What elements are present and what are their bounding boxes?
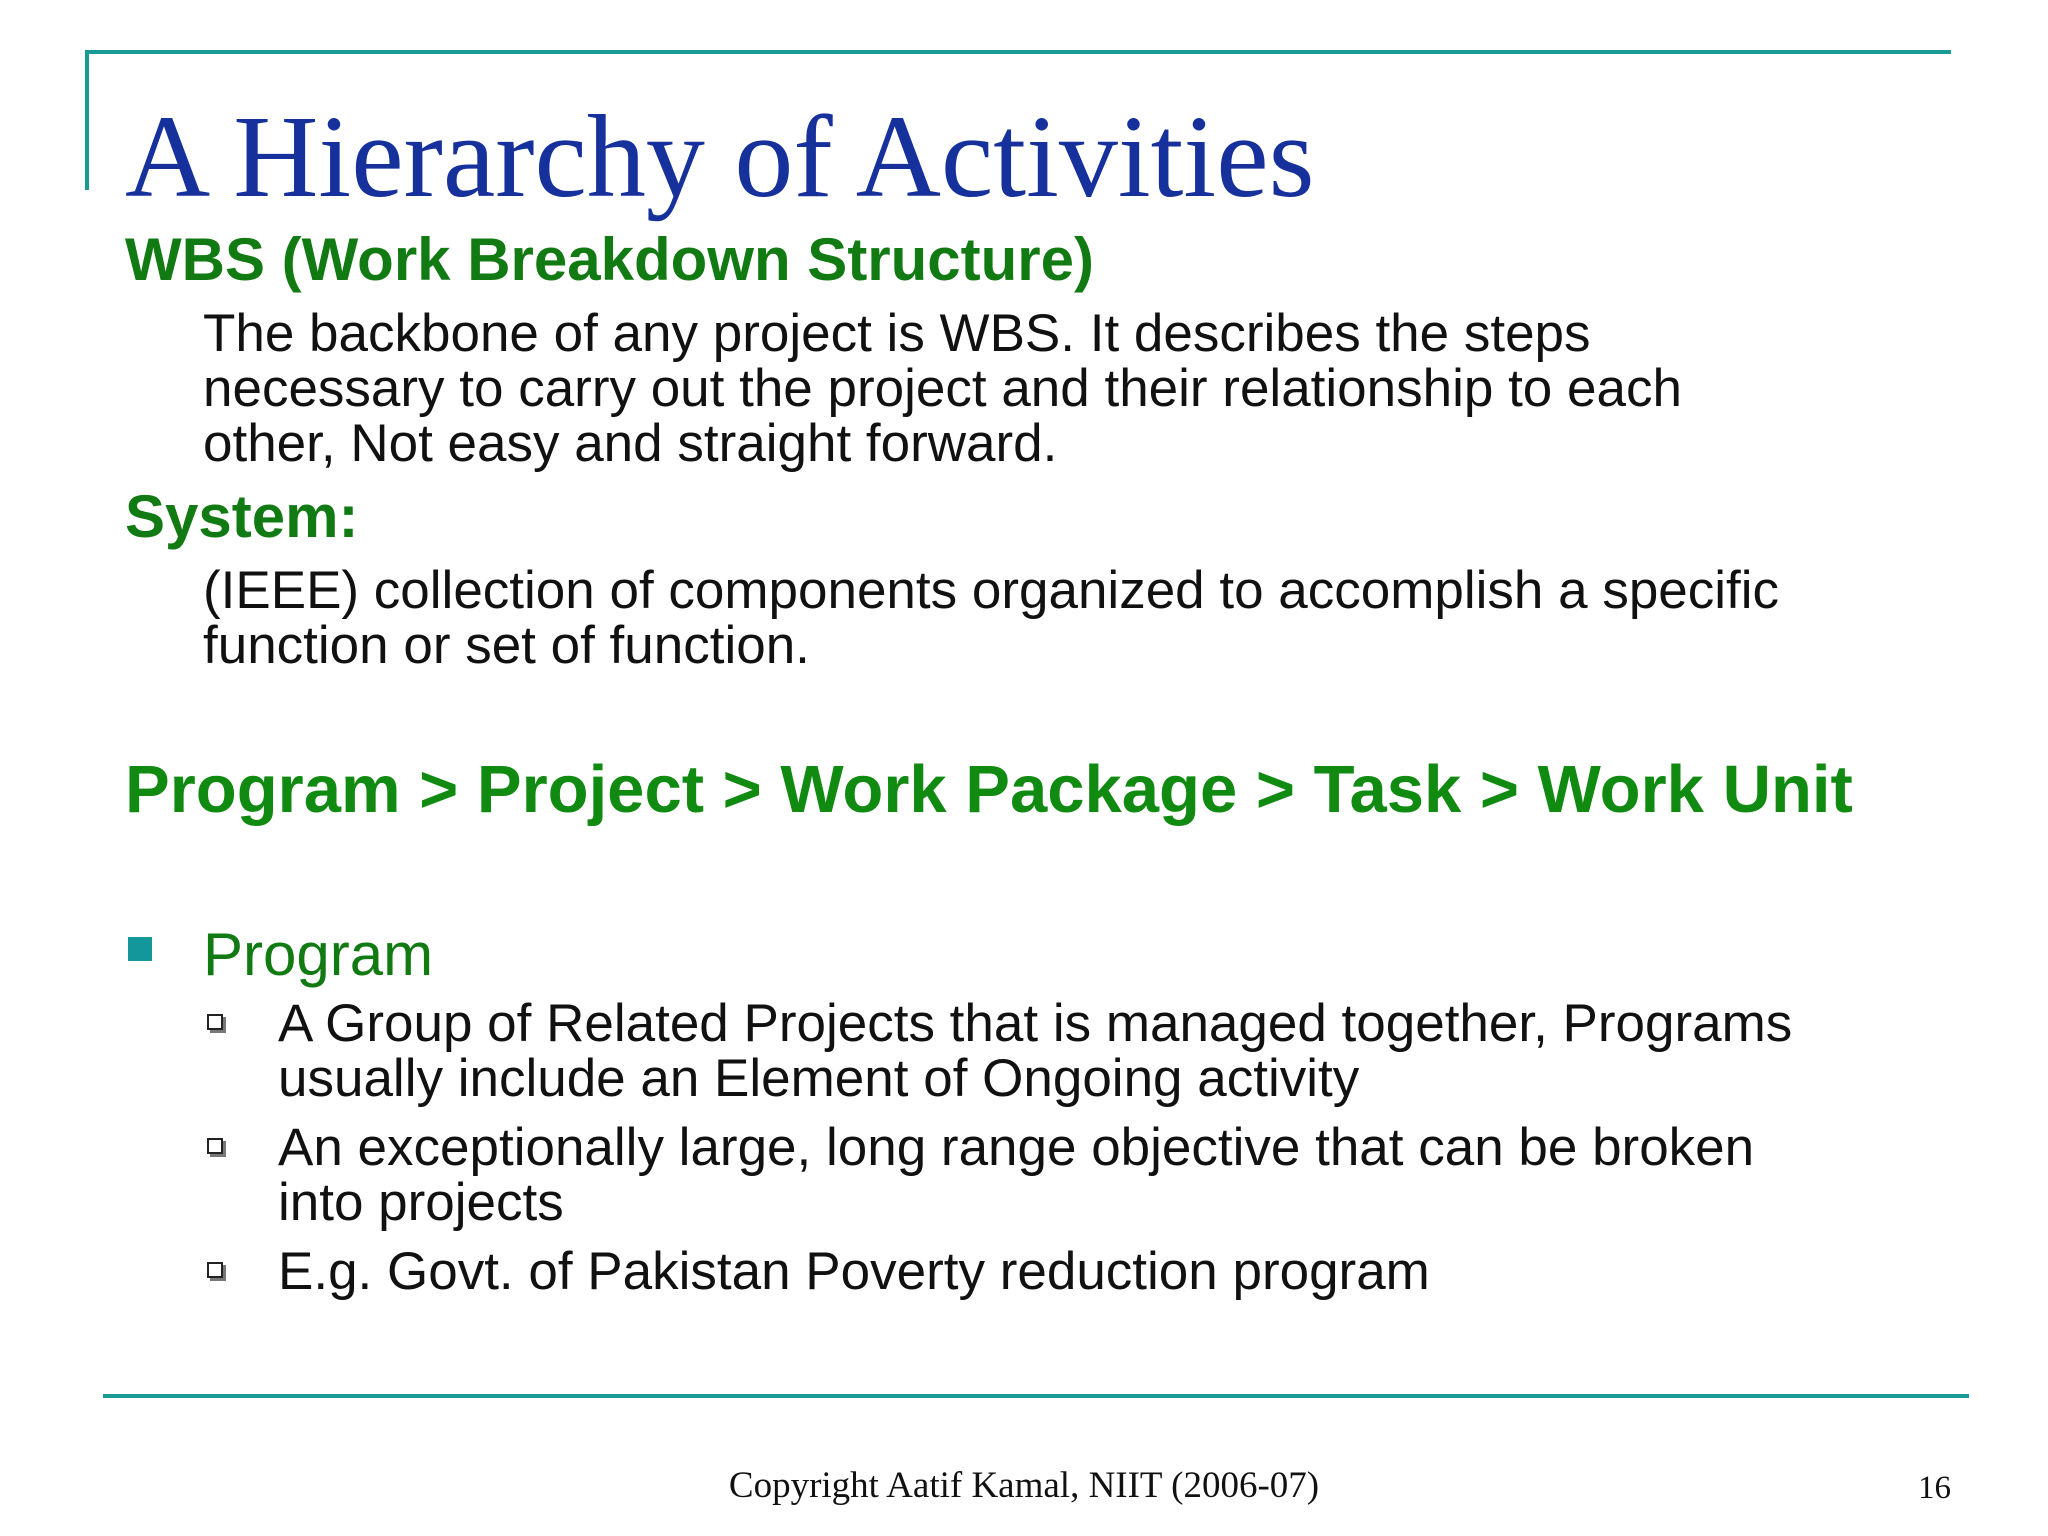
system-description-line: (IEEE) collection of components organized to accomplish a specific (203, 561, 1780, 620)
list-item-line: E.g. Govt. of Pakistan Poverty reduction program (278, 1242, 1430, 1301)
program-sub-list (205, 996, 1965, 1313)
top-border-line (85, 50, 1951, 54)
system-heading: System: (125, 483, 359, 550)
left-border-line (85, 50, 89, 190)
wbs-description (203, 306, 1682, 471)
list-item (205, 996, 1965, 1106)
list-item-line: usually include an Element of Ongoing activity (278, 1049, 1360, 1108)
program-bullet-label: Program (203, 921, 434, 988)
page-number: 16 (1918, 1470, 1951, 1506)
footer-copyright: Copyright Aatif Kamal, NIIT (2006-07) (728, 1465, 1320, 1506)
wbs-heading: WBS (Work Breakdown Structure) (125, 226, 1094, 293)
slide-title: A Hierarchy of Activities (125, 91, 1315, 222)
square-bullet-icon (128, 937, 152, 961)
list-item-line: A Group of Related Projects that is managed together, Programs (278, 994, 1793, 1053)
list-item (205, 1120, 1965, 1230)
hierarchy-chain: Program > Project > Work Package > Task > Work Unit (125, 752, 1853, 827)
list-item (205, 1244, 1965, 1299)
wbs-description-line: necessary to carry out the project and their relationship to each (203, 359, 1682, 418)
bottom-divider-line (103, 1394, 1969, 1398)
system-description-line: function or set of function. (203, 616, 810, 675)
hollow-square-bullet-icon (207, 1262, 223, 1278)
hollow-square-bullet-icon (207, 1014, 223, 1030)
list-item-line: An exceptionally large, long range objective that can be broken (278, 1118, 1755, 1177)
wbs-description-line: other, Not easy and straight forward. (203, 414, 1058, 473)
wbs-description-line: The backbone of any project is WBS. It describes the steps (203, 304, 1591, 363)
list-item-line: into projects (278, 1173, 564, 1232)
system-description (203, 563, 1779, 673)
hollow-square-bullet-icon (207, 1138, 223, 1154)
